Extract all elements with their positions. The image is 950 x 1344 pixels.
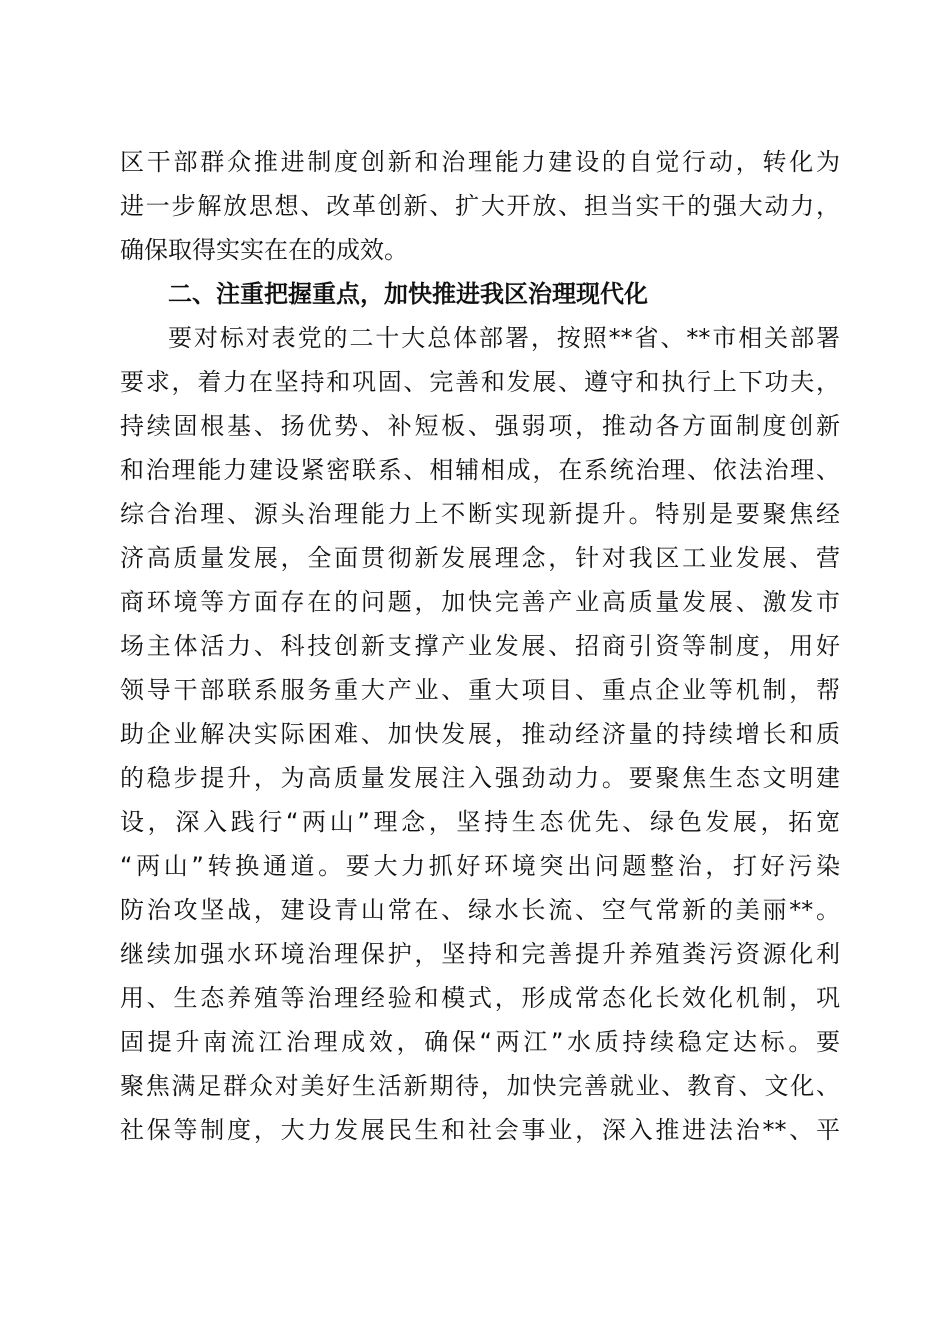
body-line-3: 持续固根基、扬优势、补短板、强弱项，推动各方面制度创新 [120,412,840,440]
body-line-2: 要求，着力在坚持和巩固、完善和发展、遵守和执行上下功夫， [120,368,840,396]
continuation-line-1: 区干部群众推进制度创新和治理能力建设的自觉行动，转化为 [120,148,840,176]
section-heading: 二、注重把握重点，加快推进我区治理现代化 [168,280,648,308]
body-line-8: 场主体活力、科技创新支撑产业发展、招商引资等制度，用好 [120,632,840,660]
body-line-18: 聚焦满足群众对美好生活新期待，加快完善就业、教育、文化、 [120,1072,840,1100]
continuation-line-3: 确保取得实实在在的成效。 [120,236,408,264]
body-line-13: “两山”转换通道。要大力抓好环境突出问题整治，打好污染 [120,852,840,880]
body-line-17: 固提升南流江治理成效，确保“两江”水质持续稳定达标。要 [120,1028,840,1056]
continuation-line-2: 进一步解放思想、改革创新、扩大开放、担当实干的强大动力， [120,192,840,220]
body-line-6: 济高质量发展，全面贯彻新发展理念，针对我区工业发展、营 [120,544,840,572]
body-line-14: 防治攻坚战，建设青山常在、绿水长流、空气常新的美丽**。 [120,896,840,924]
body-line-11: 的稳步提升，为高质量发展注入强劲动力。要聚焦生态文明建 [120,764,840,792]
body-line-12: 设，深入践行“两山”理念，坚持生态优先、绿色发展，拓宽 [120,808,840,836]
body-line-4: 和治理能力建设紧密联系、相辅相成，在系统治理、依法治理、 [120,456,840,484]
body-line-15: 继续加强水环境治理保护，坚持和完善提升养殖粪污资源化利 [120,940,840,968]
body-line-19: 社保等制度，大力发展民生和社会事业，深入推进法治**、平 [120,1116,840,1144]
body-line-10: 助企业解决实际困难、加快发展，推动经济量的持续增长和质 [120,720,840,748]
body-line-16: 用、生态养殖等治理经验和模式，形成常态化长效化机制，巩 [120,984,840,1012]
body-line-7: 商环境等方面存在的问题，加快完善产业高质量发展、激发市 [120,588,840,616]
body-line-1: 要对标对表党的二十大总体部署，按照**省、**市相关部署 [168,324,840,352]
body-line-5: 综合治理、源头治理能力上不断实现新提升。特别是要聚焦经 [120,500,840,528]
body-line-9: 领导干部联系服务重大产业、重大项目、重点企业等机制，帮 [120,676,840,704]
